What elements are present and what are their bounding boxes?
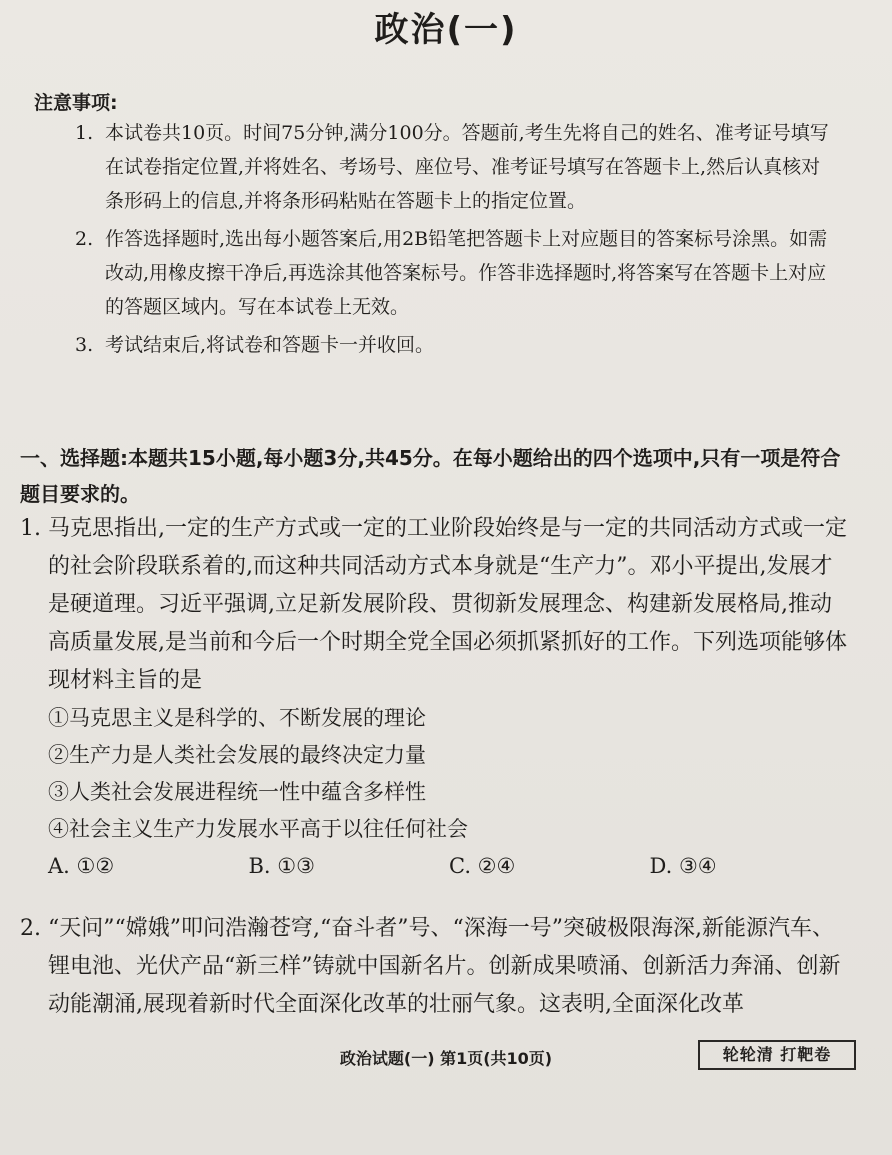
notice-item-number: 1. bbox=[75, 122, 94, 144]
statement-2: ②生产力是人类社会发展的最终决定力量 bbox=[48, 743, 426, 767]
notice-list bbox=[75, 116, 835, 366]
statement-4: ④社会主义生产力发展水平高于以往任何社会 bbox=[48, 817, 468, 841]
notice-item-text: 考试结束后,将试卷和答题卡一并收回。 bbox=[105, 334, 435, 356]
notice-item bbox=[75, 328, 835, 362]
notice-item-number: 2. bbox=[75, 228, 94, 250]
option-d: D. ③④ bbox=[649, 854, 717, 878]
brand-box: 轮轮清 打靶卷 bbox=[698, 1040, 856, 1070]
question-stem-row bbox=[20, 910, 850, 1024]
notice-item-number: 3. bbox=[75, 334, 94, 356]
question-stem: 马克思指出,一定的生产方式或一定的工业阶段始终是与一定的共同活动方式或一定的社会阶段联系着的,而这种共同活动方式本身就是“生产力”。邓小平提出,发展才是硬道理。习近平强调,立足新发展阶段、贯彻新发展理念、构建新发展格局,推动高质量发展,是当前和今后一个时期全党全国必须抓紧抓好的工作。下列选项能够体现材料主旨的是 bbox=[48, 516, 847, 693]
question-number: 2. bbox=[20, 916, 41, 941]
notice-heading: 注意事项: bbox=[34, 92, 118, 114]
question-2 bbox=[20, 910, 850, 1024]
statement-list bbox=[20, 700, 850, 848]
statement-1: ①马克思主义是科学的、不断发展的理论 bbox=[48, 706, 426, 730]
notice-item-text: 作答选择题时,选出每小题答案后,用2B铅笔把答题卡上对应题目的答案标号涂黑。如需改动,用橡皮擦干净后,再选涂其他答案标号。作答非选择题时,将答案写在答题卡上对应的答题区域内。写在本试卷上无效。 bbox=[105, 228, 828, 318]
page-footer: 政治试题(一) 第1页(共10页) bbox=[339, 1049, 553, 1068]
option-a: A. ①② bbox=[48, 854, 115, 878]
question-stem: “天问”“嫦娥”叩问浩瀚苍穹,“奋斗者”号、“深海一号”突破极限海深,新能源汽车、锂电池、光伏产品“新三样”铸就中国新名片。创新成果喷涌、创新活力奔涌、创新动能潮涌,展现着新时代全面深化改革的壮丽气象。这表明,全面深化改革 bbox=[48, 916, 841, 1017]
notice-item bbox=[75, 116, 835, 218]
option-b: B. ①③ bbox=[248, 854, 315, 878]
exam-title: 政治(一) bbox=[374, 10, 518, 50]
question-stem-row bbox=[20, 510, 850, 700]
question-1 bbox=[20, 510, 850, 884]
question-number: 1. bbox=[20, 516, 41, 541]
section-heading-choice: 一、选择题:本题共15小题,每小题3分,共45分。在每小题给出的四个选项中,只有一项是符合题目要求的。 bbox=[20, 446, 841, 506]
notice-item bbox=[75, 222, 835, 324]
option-c: C. ②④ bbox=[449, 854, 516, 878]
notice-item-text: 本试卷共10页。时间75分钟,满分100分。答题前,考生先将自己的姓名、准考证号填写在试卷指定位置,并将姓名、考场号、座位号、准考证号填写在答题卡上,然后认真核对条形码上的信息,并将条形码粘贴在答题卡上的指定位置。 bbox=[105, 122, 829, 212]
statement-3: ③人类社会发展进程统一性中蕴含多样性 bbox=[48, 780, 426, 804]
answer-options bbox=[20, 848, 850, 884]
